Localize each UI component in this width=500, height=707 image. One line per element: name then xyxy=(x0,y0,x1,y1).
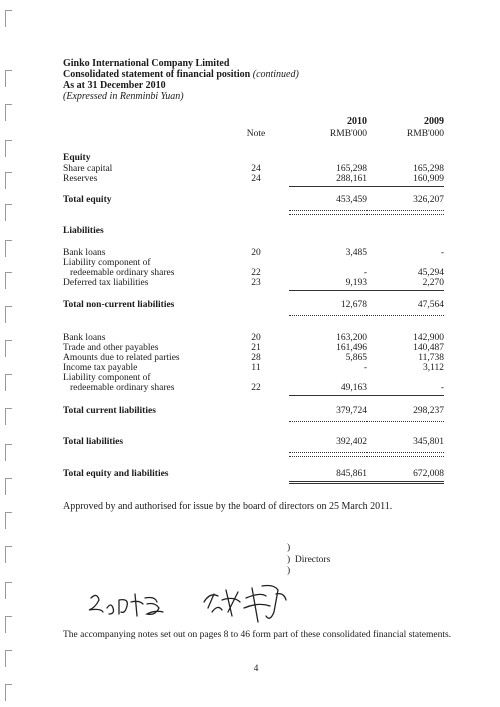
year-2009-header: 2009 xyxy=(424,116,444,127)
total-label: Total liabilities xyxy=(63,437,124,447)
row-label: Deferred tax liabilities xyxy=(63,278,149,288)
company-name: Ginko International Company Limited xyxy=(63,58,230,69)
director-bracket xyxy=(287,555,330,566)
total-2010: 453,459 xyxy=(336,195,367,205)
director-bracket: ) xyxy=(287,543,291,553)
row-label: Trade and other payables xyxy=(63,343,159,353)
total-label: Total non-current liabilities xyxy=(63,300,175,310)
subtotal-rule xyxy=(289,395,367,396)
value-2009: 2,270 xyxy=(422,278,444,288)
statement-date: As at 31 December 2010 xyxy=(63,80,166,91)
row-note: 23 xyxy=(251,278,261,288)
director-bracket: ) xyxy=(287,566,291,576)
double-rule xyxy=(289,210,367,215)
total-2009: 345,801 xyxy=(413,437,444,447)
director-bracket-char: ) xyxy=(287,555,291,565)
row-label: Bank loans xyxy=(63,248,106,258)
row-label: Liability component of xyxy=(63,373,151,383)
page-number: 4 xyxy=(253,664,259,674)
row-note: 11 xyxy=(251,363,261,373)
double-underline xyxy=(366,481,444,482)
row-note: 24 xyxy=(251,164,261,174)
double-rule xyxy=(366,210,444,215)
double-underline xyxy=(289,483,367,484)
total-label: Total current liabilities xyxy=(63,406,156,416)
row-label: Amounts due to related parties xyxy=(63,353,180,363)
value-2010: 49,163 xyxy=(340,383,367,393)
directors-label: Directors xyxy=(294,555,331,565)
value-2010: 165,298 xyxy=(336,164,367,174)
row-label: Liability component of xyxy=(63,258,151,268)
total-2009: 326,207 xyxy=(413,195,444,205)
value-2009: 140,487 xyxy=(413,343,444,353)
value-2010: 9,193 xyxy=(345,278,367,288)
dotted-rule xyxy=(289,315,367,316)
subtotal-rule xyxy=(289,290,367,291)
double-rule xyxy=(289,452,367,457)
subtotal-rule xyxy=(366,290,444,291)
row-label: Share capital xyxy=(63,164,113,174)
row-note: 20 xyxy=(251,248,261,258)
value-2010: - xyxy=(363,363,367,373)
row-label: Income tax payable xyxy=(63,363,138,373)
subtotal-rule xyxy=(366,395,444,396)
row-note: 24 xyxy=(251,174,261,184)
value-2010: 3,485 xyxy=(345,248,367,258)
row-label: Reserves xyxy=(63,174,98,184)
total-2010: 379,724 xyxy=(336,406,367,416)
director-signature-2 xyxy=(200,582,290,626)
value-2009: 160,909 xyxy=(413,174,444,184)
value-2010: 163,200 xyxy=(336,333,367,343)
value-2009: 45,294 xyxy=(417,268,444,278)
value-2010: 161,496 xyxy=(336,343,367,353)
director-signature-1 xyxy=(85,588,185,622)
value-2009: - xyxy=(440,383,444,393)
equity-heading: Equity xyxy=(63,153,91,163)
value-2010: - xyxy=(363,268,367,278)
value-2009: - xyxy=(440,248,444,258)
value-2009: 142,900 xyxy=(413,333,444,343)
total-2009: 47,564 xyxy=(417,300,444,310)
row-label: redeemable ordinary shares xyxy=(70,383,175,393)
row-note: 21 xyxy=(251,343,261,353)
subtotal-rule xyxy=(366,186,444,187)
currency-note: (Expressed in Renminbi Yuan) xyxy=(63,91,184,102)
value-2009: 3,112 xyxy=(422,363,444,373)
value-2010: 5,865 xyxy=(345,353,367,363)
total-2010: 392,402 xyxy=(336,437,367,447)
liabilities-heading: Liabilities xyxy=(63,226,104,236)
binder-edge xyxy=(0,0,14,707)
total-label: Total equity xyxy=(63,195,112,205)
dotted-rule xyxy=(366,421,444,422)
value-2010: 288,161 xyxy=(336,174,367,184)
unit-2009-header: RMB'000 xyxy=(406,129,444,139)
dotted-rule xyxy=(289,421,367,422)
value-2009: 165,298 xyxy=(413,164,444,174)
row-label: Bank loans xyxy=(63,333,106,343)
total-2010: 845,861 xyxy=(336,469,367,479)
total-label: Total equity and liabilities xyxy=(63,469,169,479)
footer-note: The accompanying notes set out on pages 8 to 46 form part of these consolidated financial statements. xyxy=(63,630,452,640)
subtotal-rule xyxy=(289,186,367,187)
double-rule xyxy=(366,452,444,457)
row-label: redeemable ordinary shares xyxy=(70,268,175,278)
row-note: 22 xyxy=(251,383,261,393)
total-2010: 12,678 xyxy=(340,300,367,310)
dotted-rule xyxy=(366,315,444,316)
row-note: 28 xyxy=(251,353,261,363)
total-2009: 298,237 xyxy=(413,406,444,416)
statement-title-text: Consolidated statement of financial position xyxy=(63,69,251,80)
value-2009: 11,738 xyxy=(418,353,444,363)
unit-2010-header: RMB'000 xyxy=(329,129,367,139)
total-2009: 672,008 xyxy=(413,469,444,479)
note-column-header: Note xyxy=(246,129,266,139)
approval-text: Approved by and authorised for issue by the board of directors on 25 March 2011. xyxy=(63,501,393,512)
double-underline xyxy=(289,481,367,482)
row-note: 20 xyxy=(251,333,261,343)
double-underline xyxy=(366,483,444,484)
year-2010-header: 2010 xyxy=(347,116,367,127)
continued-label: (continued) xyxy=(252,69,299,80)
row-note: 22 xyxy=(251,268,261,278)
